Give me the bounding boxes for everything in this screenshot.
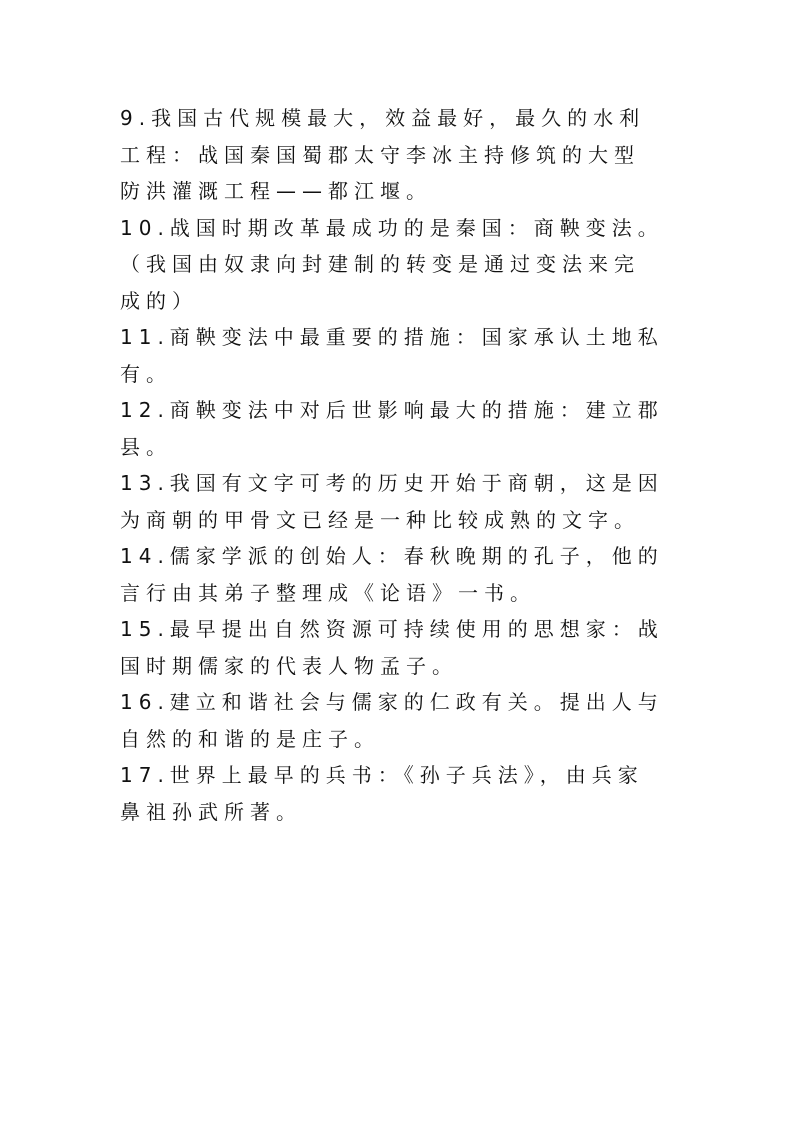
text-line: 16.建立和谐社会与儒家的仁政有关。提出人与 — [120, 690, 664, 714]
text-line: 12.商鞅变法中对后世影响最大的措施：建立郡 — [120, 398, 664, 422]
text-line: 鼻祖孙武所著。 — [120, 799, 302, 824]
text-line: 防洪灌溉工程——都江堰。 — [120, 179, 432, 203]
text-line: （我国由奴隶向封建制的转变是通过变法来完 — [120, 252, 640, 276]
text-line: 9.我国古代规模最大，效益最好，最久的水利 — [120, 106, 646, 130]
text-line: 自然的和谐的是庄子。 — [120, 726, 380, 751]
document-body — [120, 100, 700, 830]
text-line: 言行由其弟子整理成《论语》一书。 — [120, 580, 536, 605]
text-line: 11.商鞅变法中最重要的措施：国家承认土地私 — [120, 325, 664, 349]
text-line: 工程：战国秦国蜀郡太守李冰主持修筑的大型 — [120, 142, 640, 167]
text-line: 国时期儒家的代表人物孟子。 — [120, 653, 458, 678]
text-line: 为商朝的甲骨文已经是一种比较成熟的文字。 — [120, 507, 640, 532]
text-line: 13.我国有文字可考的历史开始于商朝，这是因 — [120, 471, 664, 495]
text-line: 10.战国时期改革最成功的是秦国：商鞅变法。 — [120, 215, 664, 240]
text-line: 有。 — [120, 361, 172, 386]
text-line: 成的） — [120, 288, 198, 313]
text-line: 17.世界上最早的兵书：《孙子兵法》，由兵家 — [120, 763, 644, 787]
text-line: 14.儒家学派的创始人：春秋晚期的孔子，他的 — [120, 544, 664, 568]
text-line: 县。 — [120, 434, 172, 459]
text-line: 15.最早提出自然资源可持续使用的思想家：战 — [120, 617, 664, 641]
